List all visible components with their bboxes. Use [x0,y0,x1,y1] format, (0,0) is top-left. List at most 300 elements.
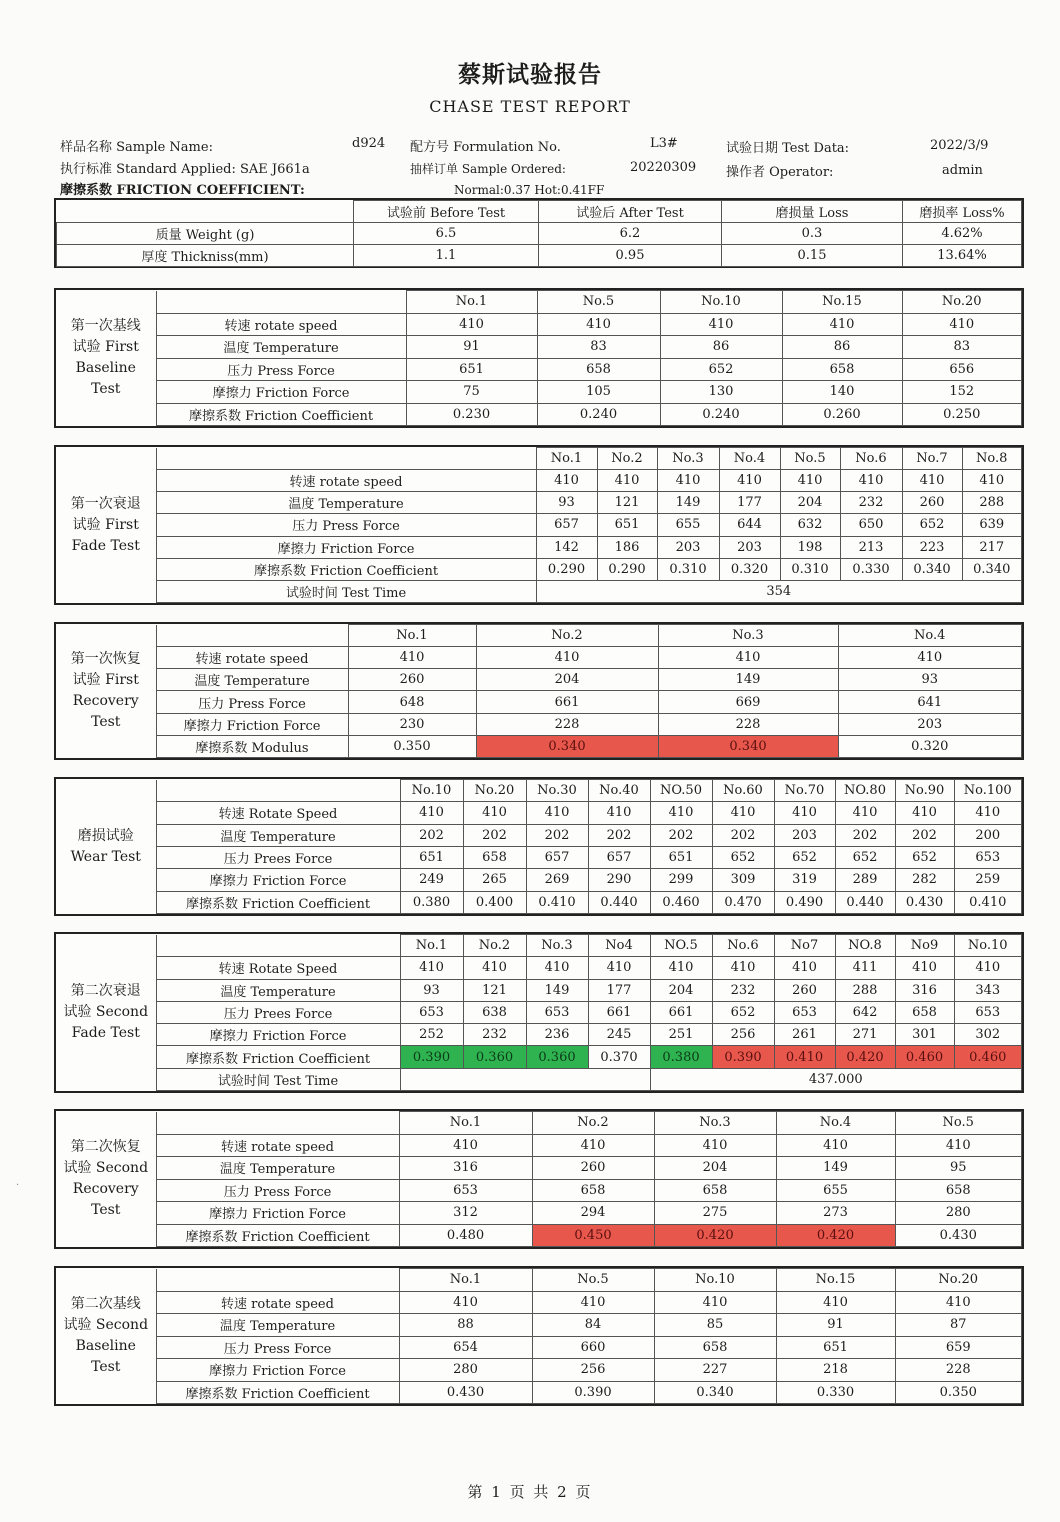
table-row [56,647,1022,669]
table-cell: 410 [654,1291,776,1314]
row-label: 摩擦系数 Modulus [156,735,348,757]
section-label [56,291,156,426]
table-cell: 632 [780,514,840,536]
column-header: No.1 [400,935,463,957]
row-label: 摩擦系数 Friction Coefficient [156,1046,400,1068]
table-cell: 657 [526,846,588,868]
section-label-line: 试验 Second [63,1317,149,1333]
section-label-line: Baseline [75,1338,136,1354]
table-cell: 410 [463,802,526,824]
column-header: 磨损量 Loss [722,201,903,223]
section-label [56,625,156,758]
table-cell: 0.410 [954,891,1022,913]
table-row [56,313,1022,336]
table-row [56,403,1022,426]
table-cell: 13.64% [903,245,1022,267]
table-row [56,957,1022,979]
baseline2-block [54,1266,1024,1406]
table-cell: 265 [463,869,526,891]
table-cell: 658 [782,358,902,381]
row-label: 摩擦力 Friction Force [156,713,348,735]
table-cell: 149 [776,1157,895,1180]
table-cell: 410 [537,313,660,336]
row-label: 压力 Press Force [156,1179,399,1202]
row-label: 摩擦力 Friction Force [156,381,406,404]
friction-coefficient-label: 摩擦系数 FRICTION COEFFICIENT: [60,183,305,198]
table-cell: 1.1 [354,245,539,267]
column-header: No7 [774,935,835,957]
formulation-label: 配方号 Formulation No. [410,140,561,155]
table-cell: 84 [532,1314,654,1337]
table-cell: 140 [782,381,902,404]
table-cell: 655 [776,1179,895,1202]
table-cell: 260 [348,669,476,691]
table-cell: 410 [774,957,835,979]
table-cell: 260 [774,979,835,1001]
column-header: No.2 [476,625,658,647]
test-time-row [56,1068,1022,1090]
table-cell: 410 [902,470,962,492]
table-row [56,824,1022,846]
table-cell: 245 [588,1024,650,1046]
table-row [56,691,1022,713]
table-row [56,1359,1022,1382]
table-cell: 658 [895,1179,1022,1202]
table-cell: 410 [650,802,712,824]
table-cell: 652 [712,1001,774,1023]
table-cell: 653 [774,1001,835,1023]
row-label: 压力 Press Force [156,358,406,381]
table-cell: 0.470 [712,891,774,913]
table-row [56,358,1022,381]
table-cell: 121 [463,979,526,1001]
table-cell: 149 [657,492,719,514]
table-cell: 658 [654,1179,776,1202]
table-cell: 653 [954,846,1022,868]
table-cell: 319 [774,869,835,891]
table-cell: 256 [532,1359,654,1382]
table-cell: 651 [650,846,712,868]
section-label-line: Recovery [72,1181,139,1197]
table-cell: 410 [476,647,658,669]
table-cell: 0.490 [774,891,835,913]
table-cell: 236 [526,1024,588,1046]
section-label-line: 磨损试验 [77,827,134,844]
table-cell: 256 [712,1024,774,1046]
table-cell: 659 [895,1336,1022,1359]
table-cell: 0.440 [588,891,650,913]
table-cell: 410 [654,1134,776,1157]
table-cell: 0.3 [722,223,903,245]
fade2-block [54,932,1024,1093]
empty-cell [156,625,348,647]
table-cell: 652 [712,846,774,868]
table-row [56,536,1022,558]
row-label: 摩擦力 Friction Force [156,1024,400,1046]
table-row [56,1046,1022,1068]
fade1-block [54,445,1024,605]
table-cell: 218 [776,1359,895,1382]
column-header: No.10 [954,935,1022,957]
column-header: No.3 [658,625,838,647]
table-cell: 271 [835,1024,895,1046]
table-cell: 85 [654,1314,776,1337]
table-cell: 410 [532,1291,654,1314]
table-cell: 0.420 [776,1224,895,1247]
table-cell: 280 [895,1202,1022,1225]
row-label: 摩擦系数 Friction Coefficient [156,558,536,580]
table-cell: 204 [650,979,712,1001]
table-row [56,1024,1022,1046]
table-cell: 87 [895,1314,1022,1337]
empty-cell [156,291,406,314]
column-header: No.30 [526,780,588,802]
table-cell: 202 [650,824,712,846]
table-cell: 4.62% [903,223,1022,245]
table-cell: 0.340 [658,735,838,757]
column-header: No.4 [838,625,1022,647]
column-header: No.5 [537,291,660,314]
table-cell: 275 [654,1202,776,1225]
table-cell: 651 [776,1336,895,1359]
section-label-line: 试验 First [72,339,139,355]
table-cell: 232 [840,492,902,514]
column-header: 试验前 Before Test [354,201,539,223]
table-cell: 0.420 [654,1224,776,1247]
table-cell: 83 [902,336,1022,359]
section-label-line: Test [91,1359,121,1375]
table-cell: 0.340 [476,735,658,757]
report-subtitle: CHASE TEST REPORT [429,97,631,116]
sample-ordered-label: 抽样订单 Sample Ordered: [410,162,566,176]
table-row [56,558,1022,580]
row-label: 温度 Temperature [156,979,400,1001]
table-cell: 410 [895,1291,1022,1314]
table-header-row [56,780,1022,802]
table-cell: 410 [348,647,476,669]
empty-cell [400,1068,650,1090]
table-cell: 0.350 [348,735,476,757]
table-cell: 0.310 [780,558,840,580]
column-header: No.10 [660,291,782,314]
table-cell: 410 [776,1134,895,1157]
table-cell: 410 [658,647,838,669]
table-cell: 410 [597,470,657,492]
table-cell: 658 [537,358,660,381]
section-label-line: 第二次基线 [70,1296,141,1312]
table-cell: 312 [399,1202,532,1225]
table-cell: 105 [537,381,660,404]
table-row [56,1179,1022,1202]
table-cell: 130 [660,381,782,404]
section-label-line: 第一次恢复 [70,651,141,667]
table-cell: 186 [597,536,657,558]
table-cell: 410 [399,1134,532,1157]
table-cell: 228 [658,713,838,735]
normal-hot-value: Normal:0.37 Hot:0.41FF [454,183,605,197]
test-time-value: 354 [536,580,1022,602]
row-label: 摩擦力 Friction Force [156,1359,399,1382]
table-cell: 309 [712,869,774,891]
table-cell: 260 [902,492,962,514]
table-cell: 83 [537,336,660,359]
column-header: No.6 [712,935,774,957]
row-label: 压力 Press Force [156,514,536,536]
table-cell: 410 [895,802,954,824]
row-label: 压力 Prees Force [156,846,400,868]
column-header: No.15 [782,291,902,314]
table-cell: 0.340 [902,558,962,580]
table-row [57,223,1022,245]
table-cell: 200 [954,824,1022,846]
table-cell: 88 [399,1314,532,1337]
row-label: 转速 rotate speed [156,1291,399,1314]
section-label [56,780,156,914]
table-cell: 410 [660,313,782,336]
table-row [56,1314,1022,1337]
column-header: No.1 [399,1269,532,1292]
table-cell: 198 [780,536,840,558]
table-cell: 656 [902,358,1022,381]
table-cell: 223 [902,536,962,558]
row-label: 试验时间 Test Time [156,580,536,602]
row-label: 温度 Temperature [156,1157,399,1180]
operator-label: 操作者 Operator: [726,165,834,180]
table-cell: 0.380 [650,1046,712,1068]
table-cell: 269 [526,869,588,891]
row-label: 转速 Rotate Speed [156,957,400,979]
section-label [56,935,156,1091]
table-cell: 0.330 [840,558,902,580]
table-cell: 0.410 [774,1046,835,1068]
table-cell: 410 [657,470,719,492]
table-header-row [56,625,1022,647]
table-cell: 0.310 [657,558,719,580]
table-cell: 86 [660,336,782,359]
table-header-row [56,1269,1022,1292]
column-header: 磨损率 Loss% [903,201,1022,223]
table-cell: 0.340 [962,558,1022,580]
column-header: No.8 [962,448,1022,470]
row-label: 试验时间 Test Time [156,1068,400,1090]
empty-cell [156,448,536,470]
column-header: No.3 [526,935,588,957]
table-row [56,979,1022,1001]
table-cell: 0.390 [712,1046,774,1068]
table-cell: 0.420 [835,1046,895,1068]
table-cell: 638 [463,1001,526,1023]
table-cell: 6.5 [354,223,539,245]
table-cell: 259 [954,869,1022,891]
column-header: No.20 [463,780,526,802]
table-row [56,336,1022,359]
table-cell: 202 [463,824,526,846]
column-header: No.10 [400,780,463,802]
table-cell: 288 [962,492,1022,514]
table-cell: 669 [658,691,838,713]
weight-loss-table [54,198,1024,268]
section-label [56,1112,156,1247]
table-row [56,869,1022,891]
table-cell: 0.460 [895,1046,954,1068]
table-cell: 654 [399,1336,532,1359]
table-cell: 260 [532,1157,654,1180]
table-cell: 653 [526,1001,588,1023]
table-cell: 316 [895,979,954,1001]
table-cell: 0.460 [954,1046,1022,1068]
table-cell: 0.290 [597,558,657,580]
baseline2-table [56,1268,1022,1404]
table-row [56,470,1022,492]
scan-dot: · [16,1180,20,1191]
table-cell: 0.390 [400,1046,463,1068]
table-row [56,1291,1022,1314]
table-cell: 410 [902,313,1022,336]
row-label: 摩擦系数 Friction Coefficient [156,1224,399,1247]
column-header: No.15 [776,1269,895,1292]
table-cell: 282 [895,869,954,891]
table-cell: 86 [782,336,902,359]
table-cell: 410 [895,1134,1022,1157]
table-cell: 202 [712,824,774,846]
table-cell: 288 [835,979,895,1001]
table-cell: 290 [588,869,650,891]
table-cell: 294 [532,1202,654,1225]
section-label-line: Recovery [72,693,139,709]
row-label: 温度 Temperature [156,492,536,514]
table-cell: 410 [526,802,588,824]
column-header: No.40 [588,780,650,802]
table-row [56,1134,1022,1157]
test-date-value: 2022/3/9 [930,138,989,153]
column-header: No.3 [657,448,719,470]
table-cell: 653 [399,1179,532,1202]
column-header: No.5 [895,1112,1022,1135]
column-header: No.6 [840,448,902,470]
table-cell: 410 [838,647,1022,669]
table-cell: 230 [348,713,476,735]
table-cell: 0.410 [526,891,588,913]
section-label-line: Baseline [75,360,136,376]
table-cell: 653 [954,1001,1022,1023]
section-label [56,1269,156,1404]
table-cell: 657 [536,514,597,536]
table-cell: 658 [532,1179,654,1202]
column-header: No.20 [895,1269,1022,1292]
table-cell: 410 [406,313,537,336]
table-header-row [56,448,1022,470]
table-cell: 410 [780,470,840,492]
table-cell: 410 [835,802,895,824]
operator-value: admin [942,163,983,178]
row-label: 厚度 Thickniss(mm) [57,245,354,267]
table-cell: 91 [776,1314,895,1337]
table-cell: 661 [650,1001,712,1023]
report-title: 蔡斯试验报告 [458,61,602,88]
column-header: NO.5 [650,935,712,957]
table-cell: 651 [597,514,657,536]
row-label: 压力 Press Force [156,1336,399,1359]
table-cell: 410 [399,1291,532,1314]
table-cell: 0.430 [895,1224,1022,1247]
table-cell: 0.260 [782,403,902,426]
column-header: No.4 [719,448,780,470]
sample-ordered-value: 20220309 [630,160,697,175]
table-cell: 652 [835,846,895,868]
table-cell: 232 [463,1024,526,1046]
test-time-row [56,580,1022,602]
table-row [56,1157,1022,1180]
table-cell: 0.450 [532,1224,654,1247]
table-cell: 661 [476,691,658,713]
column-header: NO.50 [650,780,712,802]
table-cell: 95 [895,1157,1022,1180]
row-label: 转速 Rotate Speed [156,802,400,824]
section-label-line: 第一次衰退 [70,495,141,512]
table-cell: 652 [774,846,835,868]
table-header-row [57,201,1022,223]
table-cell: 639 [962,514,1022,536]
section-label-line: 第二次恢复 [70,1139,141,1155]
table-cell: 0.460 [650,891,712,913]
table-cell: 661 [588,1001,650,1023]
column-header: No9 [895,935,954,957]
table-cell: 0.340 [654,1381,776,1404]
table-cell: 0.330 [776,1381,895,1404]
row-label: 温度 Temperature [156,824,400,846]
table-cell: 653 [400,1001,463,1023]
table-row [56,492,1022,514]
table-cell: 301 [895,1024,954,1046]
table-cell: 410 [588,802,650,824]
baseline1-block [54,288,1024,428]
column-header: No.2 [532,1112,654,1135]
table-cell: 273 [776,1202,895,1225]
test-time-value: 437.000 [650,1068,1022,1090]
column-header: No.20 [902,291,1022,314]
table-cell: 0.390 [532,1381,654,1404]
table-cell: 0.240 [537,403,660,426]
table-cell: 149 [658,669,838,691]
recovery2-table [56,1111,1022,1247]
column-header: No.7 [902,448,962,470]
table-cell: 203 [774,824,835,846]
table-cell: 410 [712,802,774,824]
table-cell: 152 [902,381,1022,404]
table-cell: 0.360 [463,1046,526,1068]
section-label-line: 试验 Second [63,1160,149,1176]
table-cell: 203 [719,536,780,558]
table-cell: 658 [654,1336,776,1359]
table-cell: 0.400 [463,891,526,913]
section-label-line: Test [91,714,121,730]
table-cell: 202 [895,824,954,846]
table-cell: 93 [838,669,1022,691]
table-row [56,1381,1022,1404]
column-header: 试验后 After Test [539,201,722,223]
row-label: 摩擦力 Friction Force [156,1202,399,1225]
row-label: 摩擦系数 Friction Coefficient [156,403,406,426]
table-cell: 648 [348,691,476,713]
table-cell: 410 [954,802,1022,824]
column-header: No.10 [654,1269,776,1292]
table-cell: 249 [400,869,463,891]
row-label: 转速 rotate speed [156,470,536,492]
table-header-row [56,1112,1022,1135]
table-cell: 280 [399,1359,532,1382]
section-label-line: 试验 First [72,672,139,688]
table-cell: 202 [835,824,895,846]
